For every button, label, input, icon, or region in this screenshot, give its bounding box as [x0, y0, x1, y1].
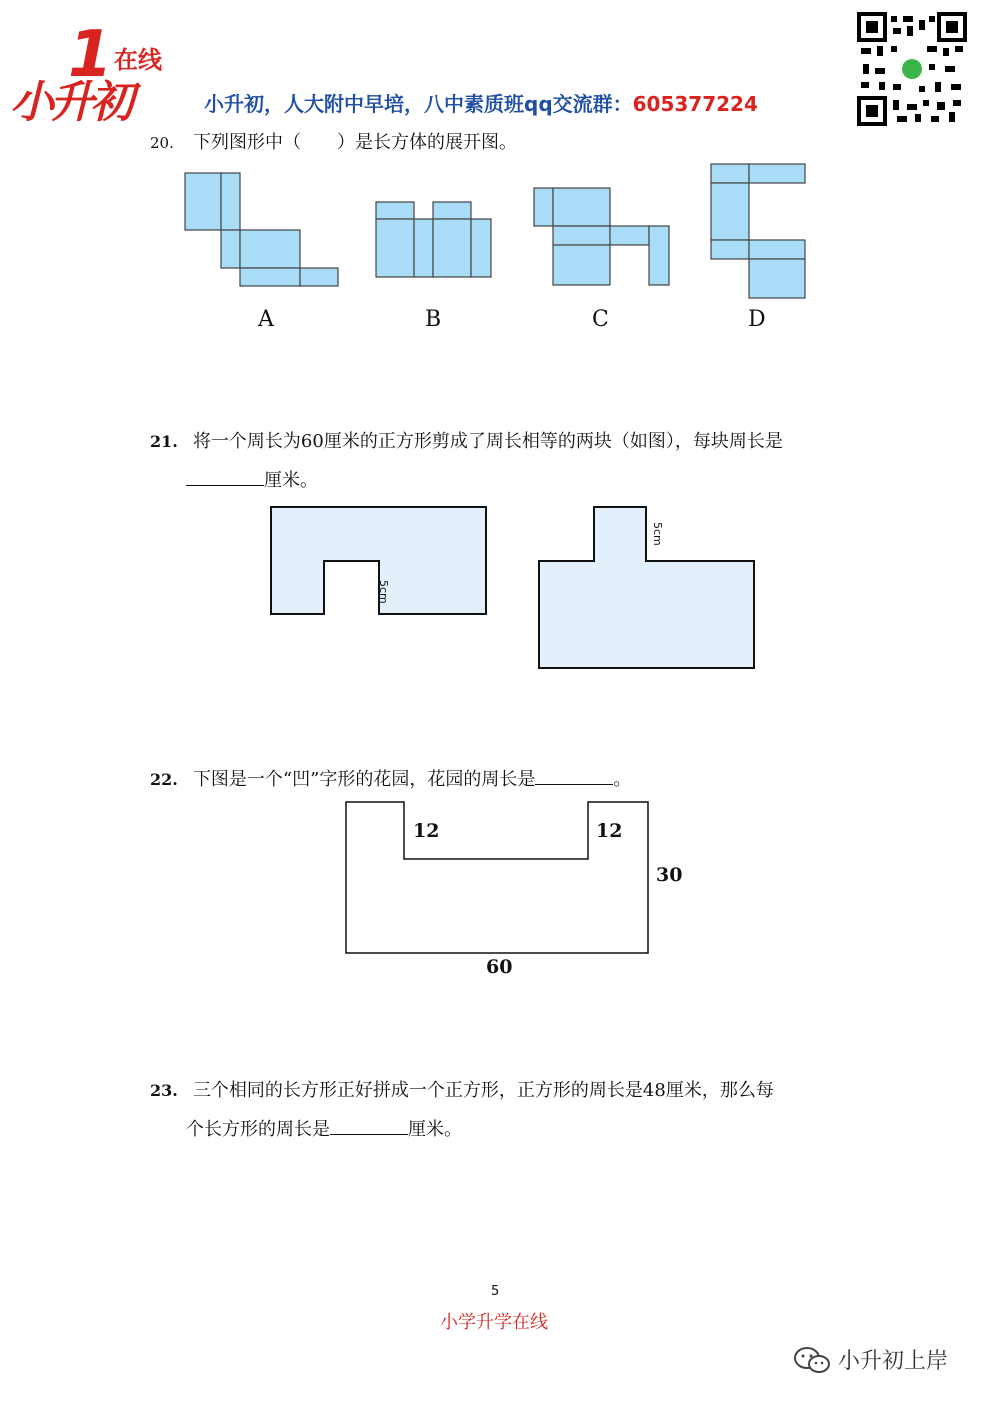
- net-b-face: [433, 202, 471, 219]
- net-d-face: [711, 164, 749, 183]
- answer-blank[interactable]: [535, 770, 613, 785]
- dim-label-5cm-left: 5cm: [377, 580, 390, 604]
- dim-left-notch: 12: [413, 820, 440, 842]
- net-a-face: [221, 173, 240, 230]
- piece-with-tab: [539, 507, 754, 668]
- net-a-face: [300, 268, 338, 286]
- logo-sub: 在线: [114, 46, 162, 74]
- question-number: 22.: [150, 770, 178, 789]
- net-b-face: [376, 219, 414, 277]
- net-a-face: [221, 230, 240, 268]
- net-d-face: [749, 259, 805, 298]
- banner-number: 605377224: [632, 92, 758, 116]
- option-b-label: B: [425, 307, 442, 332]
- net-b-face: [471, 219, 491, 277]
- banner-text: 小升初，人大附中早培，八中素质班qq交流群：: [204, 92, 633, 116]
- question-23-line2: [186, 1115, 462, 1141]
- cut-square-figure: [265, 500, 765, 675]
- logo-one: 1: [68, 18, 113, 92]
- question-text-prefix: 个长方形的周长是: [186, 1119, 330, 1140]
- cuboid-nets-figure: [180, 160, 812, 340]
- answer-blank[interactable]: [186, 471, 264, 486]
- question-21: [150, 427, 783, 453]
- net-c-face: [610, 226, 649, 245]
- question-text: 将一个周长为60厘米的正方形剪成了周长相等的两块（如图），每块周长是: [192, 431, 783, 452]
- banner: [204, 88, 758, 117]
- question-number: 21.: [150, 432, 178, 451]
- net-c-face: [534, 188, 553, 226]
- question-22: [150, 765, 631, 791]
- net-d-face: [711, 183, 749, 240]
- net-a-face: [240, 230, 300, 268]
- page-number: 5: [491, 1284, 500, 1299]
- question-number: 20.: [150, 134, 174, 152]
- net-b-face: [414, 219, 433, 277]
- question-text-suffix: 。: [613, 769, 632, 790]
- question-21-line2: [186, 466, 318, 492]
- dim-width: 60: [486, 956, 513, 978]
- question-text: 下图是一个“凹”字形的花园，花园的周长是: [192, 769, 536, 790]
- net-d-face: [711, 240, 749, 259]
- watermark: [792, 1344, 948, 1375]
- watermark-text: 小升初上岸: [838, 1349, 949, 1374]
- net-a-face: [240, 268, 300, 286]
- question-23: [150, 1076, 774, 1102]
- logo: [10, 18, 180, 128]
- option-c-label: C: [592, 307, 609, 332]
- option-d-label: D: [748, 307, 766, 332]
- wechat-icon: [792, 1345, 832, 1375]
- dim-height: 30: [656, 864, 683, 886]
- question-text: 下列图形中（ ）是长方体的展开图。: [192, 132, 517, 153]
- qr-code-icon: [857, 12, 967, 126]
- net-b-face: [376, 202, 414, 219]
- net-c-face: [553, 188, 610, 226]
- question-number: 23.: [150, 1081, 178, 1100]
- question-20: [150, 128, 517, 154]
- site-name: 小学升学在线: [440, 1312, 548, 1333]
- option-a-label: A: [258, 307, 274, 332]
- question-text-suffix: 厘米。: [264, 470, 318, 491]
- question-text: 三个相同的长方形正好拼成一个正方形，正方形的周长是48厘米，那么每: [192, 1080, 774, 1101]
- dim-right-notch: 12: [596, 820, 623, 842]
- logo-main: 小升初: [10, 77, 130, 128]
- net-a-face: [185, 173, 221, 230]
- net-c-face: [553, 245, 610, 285]
- net-c-face: [553, 226, 610, 245]
- net-d-face: [749, 164, 805, 183]
- net-b-face: [433, 219, 471, 277]
- question-text-suffix: 厘米。: [408, 1119, 462, 1140]
- dim-label-5cm-right: 5cm: [651, 522, 664, 546]
- net-c-face: [649, 226, 669, 285]
- answer-blank[interactable]: [330, 1120, 408, 1135]
- net-d-face: [749, 240, 805, 259]
